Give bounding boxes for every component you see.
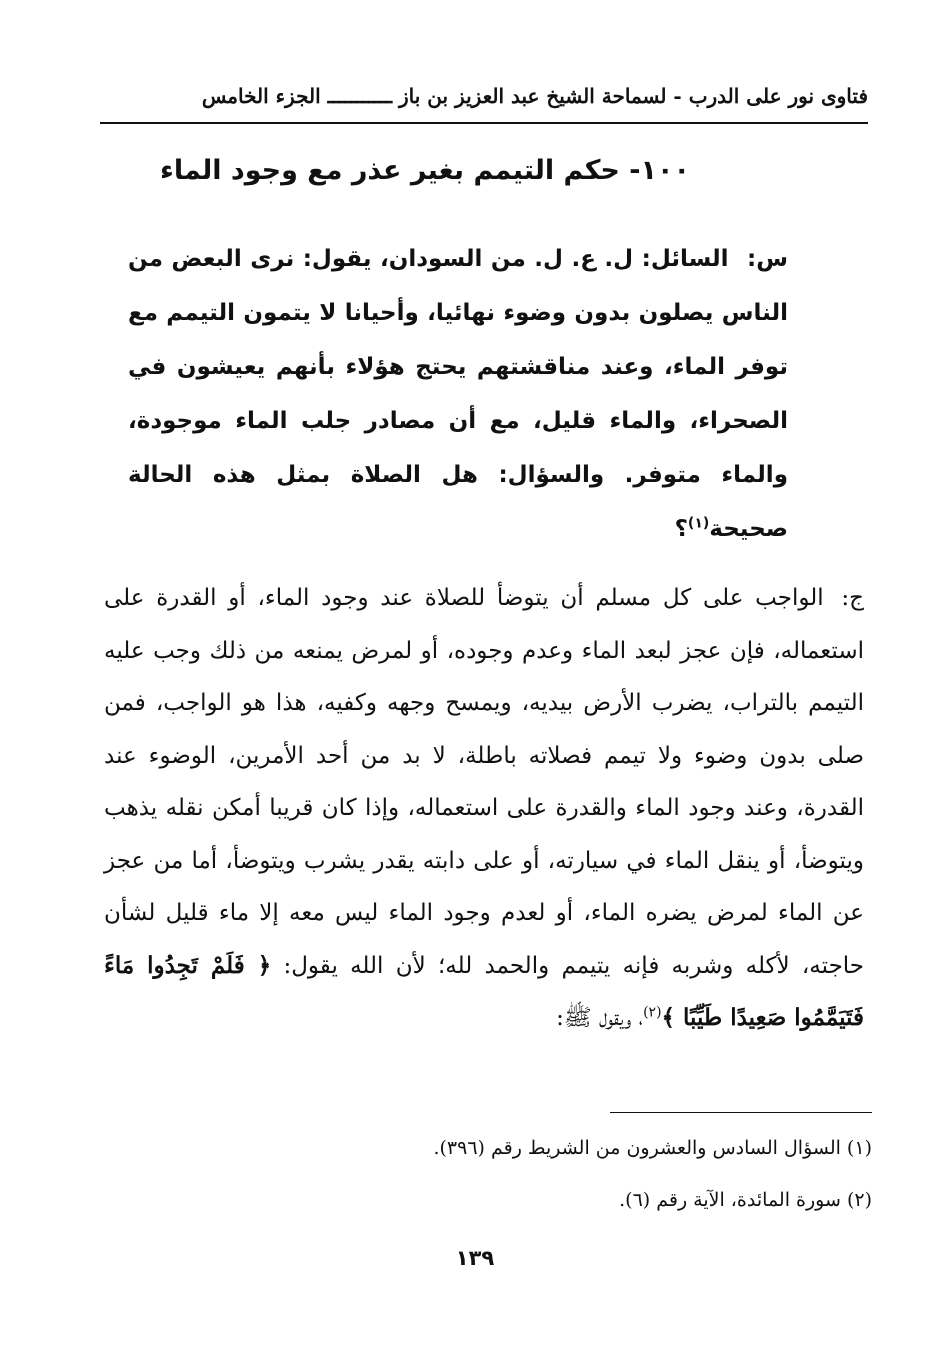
footnote-ref-1: (١) [687,515,710,532]
footnote-rule [610,1112,872,1113]
page-number: ١٣٩ [455,1246,495,1270]
header-rule [100,122,868,124]
footnotes [300,1122,872,1226]
answer-tail: ، ويقول ﷺ: [556,1005,644,1031]
question-text: السائل: ل. ع. ل. من السودان، يقول: نرى البعض من الناس يصلون بدون وضوء نهائيا، وأحيانا لا يتمون التيمم مع توفر الماء، وعند مناقشتهم يحتج هؤلاء بأنهم يعيشون في الصحراء، والماء قليل، مع أن مصادر جلب الماء موجودة، والماء متوفر. والسؤال: هل الصلاة بمثل هذه الحالة صحيحة [128,246,788,542]
running-header [100,84,868,120]
chapter-title: ١٠٠- حكم التيمم بغير عذر مع وجود الماء [160,155,690,186]
quran-verse: ﴿ فَلَمْ تَجِدُوا مَاءً فَتَيَمَّمُوا صَعِيدًا طَيِّبًا ﴾ [104,951,864,1031]
question-block [128,232,788,556]
question-label: س: [747,246,788,272]
answer-text: الواجب على كل مسلم أن يتوضأ للصلاة عند وجود الماء، أو القدرة على استعماله، فإن عجز لبعد الماء وعدم وجوده، أو لمرض يمنعه من ذلك وجب عليه التيمم بالتراب، يضرب الأرض بيديه، ويمسح وجهه وكفيه، هذا هو الواجب، فمن صلى بدون وضوء ولا تيمم فصلاته باطلة، لا بد من أحد الأمرين، الوضوء عند القدرة، وعند وجود الماء والقدرة على استعماله، وإذا كان قريبا أمكن نقله يذهب ويتوضأ، أو ينقل الماء في سيارته، أو على دابته يقدر يشرب ويتوضأ، أما من عجز عن الماء لمرض يضره الماء، أو لعدم وجود الماء ليس معه إلا ماء قليل لشأن حاجته، لأكله وشربه فإنه يتيمم والحمد لله؛ لأن الله يقول: [104,585,865,979]
volume-label: الجزء الخامس [201,84,321,108]
footnote-1: (١) السؤال السادس والعشرون من الشريط رقم (٣٩٦). [433,1137,872,1159]
answer-label: ج: [841,585,864,611]
book-title: فتاوى نور على الدرب - لسماحة الشيخ عبد العزيز بن باز ـــــــــــ [327,84,868,108]
answer-block [104,572,864,1045]
footnote-ref-2: (٢) [643,1004,662,1021]
question-mark: ؟ [674,516,688,542]
footnote-2: (٢) سورة المائدة، الآية رقم (٦). [619,1189,872,1211]
